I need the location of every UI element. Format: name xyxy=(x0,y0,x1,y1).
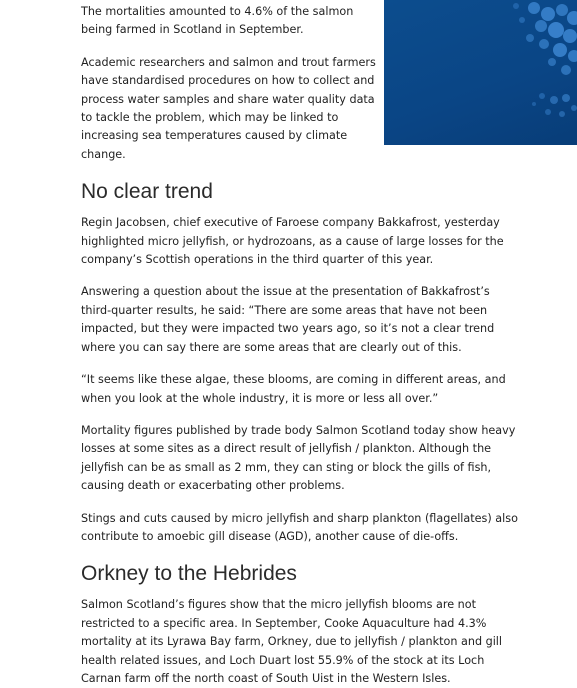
article-body xyxy=(81,3,521,688)
section1-paragraph-2: Answering a question about the issue at the presentation of Bakkafrost’s third-quarter results, he said: “There are some areas that have not been impacted, but they were impacted two years ago, so it’s not a clear trend where you can say there are some areas that are clearly out of this. xyxy=(81,285,495,354)
intro-paragraph-1: The mortalities amounted to 4.6% of the salmon being farmed in Scotland in September. xyxy=(81,5,354,37)
section-heading-orkney-to-the-hebrides: Orkney to the Hebrides xyxy=(81,562,297,586)
intro-paragraph-2: Academic researchers and salmon and trout farmers have standardised procedures on how to collect and process water samples and share water quality data to tackle the problem, which may be linked to increasing sea temperatures caused by climate change. xyxy=(81,55,376,161)
section1-paragraph-3: “It seems like these algae, these blooms, are coming in different areas, and when you look at the whole industry, it is more or less all over.” xyxy=(81,373,506,405)
section-heading-no-clear-trend: No clear trend xyxy=(81,180,213,204)
section1-paragraph-5: Stings and cuts caused by micro jellyfish and sharp plankton (flagellates) also contribute to amoebic gill disease (AGD), another cause of die-offs. xyxy=(81,511,518,543)
section1-paragraph-4: Mortality figures published by trade body Salmon Scotland today show heavy losses at some sites as a direct result of jellyfish / plankton. Although the jellyfish can be as small as 2 mm, they can sting or block the gills of fish, causing death or exacerbating other problems. xyxy=(81,423,516,493)
section2-paragraph-1: Salmon Scotland’s figures show that the micro jellyfish blooms are not restricted to a specific area. In September, Cooke Aquaculture had 4.3% mortality at its Lyrawa Bay farm, Orkney, due to jellyfish / plankton and gill health related issues, and Loch Duart lost 55.9% of the stock at its Loch Carnan farm off the north coast of South Uist in the Western Isles. xyxy=(81,598,503,685)
section1-paragraph-1: Regin Jacobsen, chief executive of Faroese company Bakkafrost, yesterday highlighted micro jellyfish, or hydrozoans, as a cause of large losses for the company’s Scottish operations in the third quarter of this year. xyxy=(81,216,504,267)
